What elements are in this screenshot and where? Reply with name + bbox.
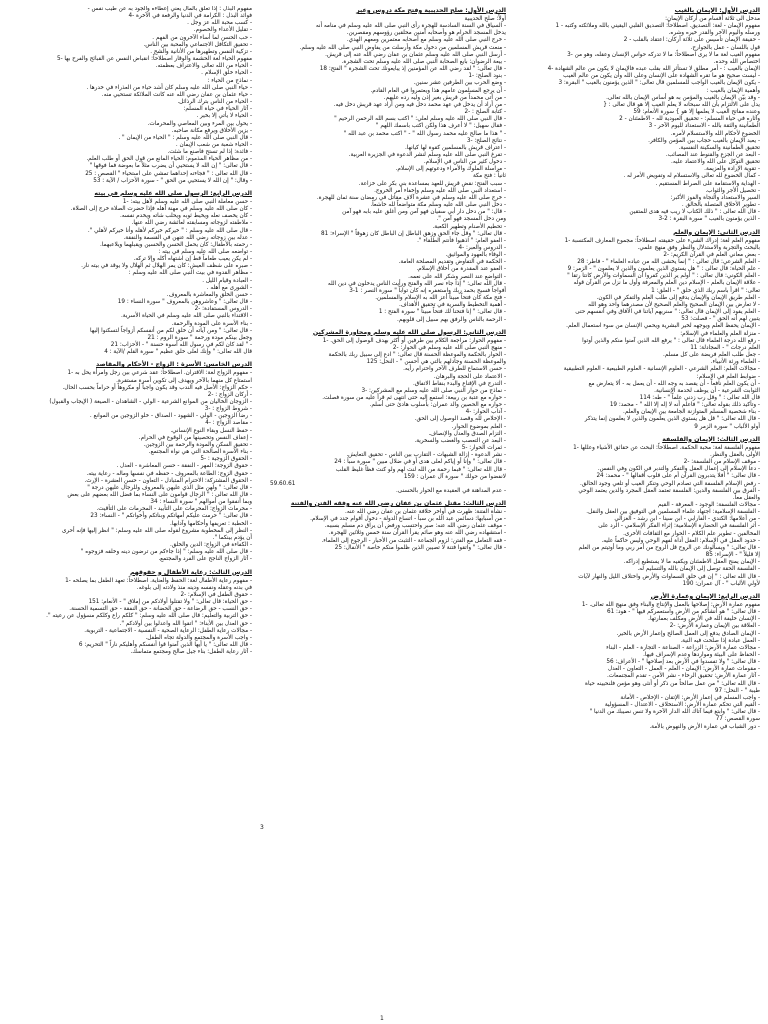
- text-line: - اعتراف قريش بالمسلمين كقوة لها كيانها.: [404, 144, 506, 151]
- text-line: - علاقة الإيمان بالعلم - الإسلام دين العلم والمعرفة وأول ما نزل من القرآن قوله: [573, 280, 760, 287]
- column-middle: [270, 6, 506, 1018]
- lesson-heading: الدرس الثالث: مقتل عثمان بن عفان رضي الله عنه وفقه الفتن والفتنة: [290, 500, 506, 507]
- text-line: - حق النسب - حق الرضاعة - حق الحضانة - حق النفقة - حق التسمية الحسنة.: [69, 606, 252, 613]
- text-line: مفهوم الفلسفة لغة: محبة الحكمة. اصطلاحاً: البحث عن حقائق الأشياء وعللها -1: [573, 444, 760, 451]
- text-line: - نماذج من حوار النبي صلى الله عليه وسلم مع المشركين: -3: [361, 387, 506, 394]
- text-line: بالبحث والتجربة والاستدلال والنظر وفق منهج علمي.: [637, 244, 760, 251]
- text-line: - آثار الحياء في حياة المسلم:: [183, 106, 252, 113]
- lesson-heading: الدرس الثاني: الرسول صلى الله عليه وسلم ومحاورة المشركين: [312, 328, 506, 336]
- text-line: - الإخلاص لله وقصد الوصول إلى الحق.: [414, 416, 506, 423]
- text-line: - الحكمة في التفاوض وتقديم المصلحة العامة.: [398, 259, 506, 266]
- text-line: - بعض معاني العلم في القرآن الكريم: -2: [663, 251, 760, 258]
- text-line: - رفض الإسلام الفلسفة التي تصادم الوحي وتنكر الغيب أو تلغي وجود الخالق.: [579, 480, 760, 487]
- text-line: - حياء النبي صلى الله عليه وسلم كان أشد حياء من العذراء في خدرها .: [86, 84, 252, 91]
- text-line: - أرسل النبي صلى الله عليه وسلم عثمان بن عفان رضي الله عنه إلى قريش.: [325, 51, 506, 58]
- text-line: - لم يكن يعيب طعاماً قط إن اشتهاه أكله وإلا تركه.: [133, 256, 252, 263]
- text-line: تعالى: " اقرأ باسم ربك الذي خلق " - العلق: 1: [651, 287, 760, 294]
- text-line: - حب الحسن لما أساء الآخرون من الفهم .: [152, 34, 252, 41]
- page-number-left: 3: [260, 824, 264, 831]
- text-line: - الكفاءة في الزواج: الدين والخلق.: [169, 542, 252, 549]
- text-line: - أهمية التخطيط والسرية في تحقيق الأهداف.: [398, 302, 506, 309]
- text-line: - أركان الزواج : -2: [207, 391, 252, 398]
- text-line: - الإيمان يحفظ العلم ويوجهه لخير البشرية ويحمي الإنسان من سوء استعمال العلم.: [566, 323, 760, 330]
- text-line: - فائدة: إذا لم تستح فاصنع ما شئت.: [167, 149, 252, 156]
- text-line: - البعد عن الجزع والقنوط عند المصائب.: [665, 151, 760, 158]
- text-line: - حسن الخلق والمعاشرة بالمعروف.: [166, 291, 252, 298]
- text-line: - قال: " من دخل دار أبي سفيان فهو آمن ومن أغلق عليه بابه فهو آمن: [342, 209, 506, 216]
- text-line: - قال تعالى: " أفلا يتدبرون القرآن أم على قلوب أقفالها " - محمد: 24: [596, 473, 760, 480]
- column-left: [16, 6, 252, 1018]
- text-line: - الزوجان الخاليان من الموانع الشرعية - الولي - الشاهدان - الصيغة ( الإيجاب والقبول): [49, 398, 252, 405]
- text-line: قول باللسان - عمل بالجوارح.: [690, 44, 760, 51]
- text-line: - تفرغ النبي صلى الله عليه وسلم لنشر الدعوة في الجزيرة العربية.: [348, 151, 506, 158]
- text-line: - العلاقة بين الإيمان وعمارة الأرض: -2: [669, 623, 760, 630]
- lesson-section: [16, 6, 252, 185]
- text-line: مدخل الى ثلاثة أقسام من أركان الإيمان:: [665, 16, 760, 22]
- text-line: - قال تعالى: " وابتغ فيما آتاك الله الدار الآخرة ولا تنس نصيبك من الدنيا ": [589, 709, 760, 716]
- text-line: الإيمان بالغيب : - أمر مطلق لا تستأثر الله بقلب عبده فالإيمان لا يكون من عالم الشهادة -4: [547, 66, 760, 73]
- text-line: الخضوع لأحكام الله والاستسلام لأمره.: [670, 130, 760, 137]
- text-line: - آداب الحوار: -4: [465, 409, 506, 416]
- text-line: - العلم الكوني: قال تعالى : " أولم ير الذين كفروا أن السماوات والأرض كانتا رتقا ": [567, 273, 760, 280]
- text-line: - تحقيق السكن والمودة والرحمة بين الزوجين.: [143, 441, 252, 448]
- text-line: - مجالات عمارة الأرض: الزراعة - الصناعة - التجارة - العلم - البناء: [606, 644, 760, 651]
- text-line: - إعفاف النفس وتحصينها من الوقوع في الحرام.: [138, 434, 252, 441]
- text-line: - الحقوق الزوجية : -5: [200, 456, 252, 463]
- text-line: - الدروس المستفادة: -2: [194, 306, 252, 313]
- text-line: والموعظة الحسنة وجادلهم بالتي هي أحسن " - النحل: 125: [366, 359, 506, 366]
- text-line: ومن دخل المسجد فهو آمن ".: [436, 216, 506, 223]
- text-line: - الحياء شعبة من شعب الإيمان .: [175, 141, 252, 148]
- text-line: - من مظاهر الحياء المذموم: الحياء المانع من قول الحق أو طلب العلم.: [86, 156, 252, 163]
- text-line: - قال الله تعالى : " ذلك الكتاب لا ريب فيه هدى للمتقين: [629, 209, 760, 216]
- text-line: - نشأة الفتنة: ظهرت في أواخر خلافة عثمان بن عفان رضي الله عنه.: [345, 509, 506, 515]
- text-line: - موقف عثمان رضي الله عنه: صبر واحتسب ورفض أن يراق دم مسلم بسببه.: [324, 523, 506, 530]
- text-line: - قال الله تعالى: " إذا جاء نصر الله والفتح ورأيت الناس يدخلون في دين الله: [327, 280, 506, 287]
- text-line: وأهمية الإيمان بالغيب :: [706, 87, 760, 94]
- text-line: - قال الله تعالى: " يا أيها الذين آمنوا قوا أنفسكم وأهليكم ناراً " التحريم: 6: [78, 641, 252, 648]
- text-line: - من أسبابها: دسائس عبد الله بن سبأ - اتساع الدولة - دخول أقوام جدد في الإسلام.: [310, 516, 506, 523]
- text-line: - السياق في السنة السادسة للهجرة رأى النبي صلى الله عليه وسلم في منامه أنه: [315, 23, 506, 30]
- text-line: - واجب الأسرة والمجتمع والدولة تجاه الطفل.: [145, 634, 252, 641]
- text-line: - كسب محبة الله عز وجل .: [187, 20, 252, 27]
- text-line: - استشهاده رضي الله عنه وهو صائم يقرأ القرآن سنة خمس وثلاثين للهجرة.: [328, 530, 506, 537]
- text-line: - مراسلة الملوك والأمراء ودعوتهم إلى الإسلام.: [395, 166, 506, 173]
- text-line: - وضع الحرب بين الطرفين عشر سنين.: [413, 80, 506, 87]
- text-line: - الوفاء بالعهود والمواثيق.: [445, 252, 506, 259]
- text-line: - مجالات الفلسفة: الوجود - المعرفة - القيم: [657, 502, 760, 508]
- text-line: أفواجاً فسبح بحمد ربك واستغفره إنه كان تواباً " سورة النصر : 1-3: [349, 287, 506, 294]
- text-line: - تحقيق التكافل الاجتماعي والمحبة بين الناس.: [143, 41, 252, 48]
- lesson-section: [16, 190, 252, 356]
- text-line: - قال تعالى: " وقل جاء الحق وزهق الباطل إن الباطل كان زهوقاً " الإسراء: 81: [321, 230, 506, 237]
- text-line: - منعت قريش المسلمين من دخول مكة وأرسلت من يفاوض النبي صلى الله عليه وسلم.: [299, 44, 506, 51]
- text-line: - العبادة وقيام الليل .: [202, 277, 252, 284]
- text-line: - علم الحياة: قال تعالى : " هل يستوي الذين يعلمون والذين لا يعلمون " - الزمر: 9: [567, 266, 760, 273]
- text-line: استمتاع كل منهما بالآخر ويهدف إلى تكوين أسرة مستقرة.: [116, 377, 252, 384]
- text-line: - ليست صحيح هو ما تقره الشهادة على الإنسان وعلى الله وأن يكون من عالم الغيب: [563, 73, 760, 80]
- text-line: - قال الله تعالى: " من عمل صالحاً من ذكر أو أنثى وهو مؤمن فلنحيينه حياة: [584, 680, 760, 687]
- text-line: - النظر إلى المخطوبة مشروع لقوله صلى الله عليه وسلم: " انظر إليها فإنه أحرى: [61, 527, 252, 534]
- text-line: مفهوم العلم لغة: إدراك الشيء على حقيقته اصطلاحاً: مجموع المعارف المكتسبة -1: [564, 237, 760, 244]
- text-line: - يعبد الإيمان بالغيب حجاب بين المؤمن والكافر.: [648, 137, 760, 144]
- text-line: - الخطبة : تعريفها وأحكامها وآدابها.: [169, 520, 252, 527]
- text-line: - قال النبي صلى الله عليه وسلم : " الحياء من الإيمان " .: [118, 134, 252, 141]
- text-line: - قال تعالى: " وعاشروهن بالمعروف " سورة النساء : 19: [117, 299, 252, 306]
- text-line: - قال تعالى: " لقد رضي الله عن المؤمنين إذ يبايعونك تحت الشجرة " الفتح: 18: [319, 66, 506, 73]
- text-line: - استعداد النبي صلى الله عليه وسلم وإخفاء أمر الخروج.: [374, 187, 506, 194]
- text-line: - قال تعالى: " ولهن مثل الذي عليهن بالمعروف وللرجال عليهن درجة ": [87, 484, 252, 491]
- text-line: - نشر الدعوة - إزالة الشبهات - التقارب بين الناس - تحقيق التعايش.: [346, 452, 506, 459]
- text-line: - حقوق الزوج: الطاعة بالمعروف - حفظه في نفسها وماله - رعاية بيته.: [86, 470, 252, 477]
- text-line: - حدود العقل في الإسلام: العقل أداة لفهم الوحي وليس حاكماً عليه.: [601, 537, 760, 544]
- text-line: - حسن معاملة النبي صلى الله عليه وسلم لأهل بيته: -1: [122, 198, 252, 205]
- text-line: - حواره مع عتبة بن ربيعة: استمع إليه حتى انتهى ثم قرأ عليه من سورة فصلت.: [322, 394, 506, 401]
- text-line: - " هذا ما صالح عليه محمد رسول الله " - " اكتب محمد بن عبد الله ": [343, 130, 506, 137]
- text-line: - من أتى محمداً من قريش بغير إذن وليه رده عليهم.: [383, 94, 506, 101]
- lesson-section: [524, 7, 760, 224]
- text-line: - حكم الزواج: الأصل فيه الندب وقد يكون واجباً أو مكروهاً أو حراماً بحسب الحال.: [62, 384, 252, 391]
- text-line: - حسن الاستماع للطرف الآخر واحترام رأيه.: [403, 366, 506, 373]
- text-line: يدل على الالتزام بأن الله سبحانه لا يعلم الغيب إلا هو قال تعالى : {: [603, 101, 760, 108]
- text-line: طيبة " - النحل: 97: [714, 687, 760, 694]
- text-line: - الإيمان يمنح العقل الاطمئنان ويكفيه ما لا يستطيع إدراكه.: [623, 559, 760, 566]
- text-line: - صبره على شظف العيش: كان يمر الهلال ثم الهلال ولا يوقد في بيته نار.: [81, 263, 252, 270]
- text-line: - نماذج من الحياء :: [207, 77, 252, 84]
- text-line: إلا قليلاً " - الإسراء: 85: [705, 552, 760, 559]
- lesson-heading: الدرس الثالث: الإيمان والفلسفة: [662, 435, 760, 443]
- text-line: - قال الله تعالى : " إن في خلق السماوات والأرض واختلاف الليل والنهار لآيات: [578, 573, 760, 580]
- text-line: - قال تعالى: " إن الله لا يستحيي أن يضرب مثلاً ما بعوضة فما فوقها ": [89, 163, 252, 170]
- text-line: - الإيمان الصادق يدفع إلى العمل الصالح وإعمار الأرض بالخير.: [616, 630, 760, 637]
- text-line: - الحقوق المشتركة: الاحترام المتبادل - التعاون - حسن العشرة - الإرث.: [84, 477, 252, 484]
- text-line: - رفع الله درجة العلماء قال تعالى : " يرفع الله الذين آمنوا منكم والذين أوتوا: [582, 337, 760, 344]
- text-line: مفهوم الإيمان - لغة: التصديق. اصطلاحاً: التصديق القلبي اليقيني بالله وملائكته وكتبه - 1: [555, 23, 760, 30]
- text-line: - قال الله تعالى : " الرجال قوامون على النساء بما فضل الله بعضهم على بعض: [67, 492, 252, 498]
- page-number-middle: 1: [380, 1015, 384, 1022]
- text-line: - مفهوم رعاية الأطفال لغة: الحفظ والعناية. اصطلاحاً: تعهد الطفل بما يصلحه -1: [65, 577, 252, 584]
- text-line: - الحياء خلق الإسلام .: [201, 70, 252, 77]
- text-line: - العلم الشرعي: قال تعالى : " إنما يخشى الله من عباده العلماء " - فاطر: 28: [577, 259, 760, 265]
- text-line: أولاً: صلح الحديبية: [464, 16, 506, 22]
- lesson-section: [524, 593, 760, 731]
- text-line: - العلماء ورثة الأنبياء.: [710, 359, 760, 366]
- text-line: - يزين الأخلاق ويرفع مكانة صاحبه.: [171, 127, 252, 134]
- text-line: - قال الله تعالى: " فبما رحمة من الله لنت لهم ولو كنت فظاً غليظ القلب: [335, 466, 506, 473]
- text-line: يتبين لهم أنه الحق " - فصلت: 53: [681, 316, 760, 323]
- text-line: - تحصيل الأجر والثواب.: [705, 187, 760, 194]
- text-line: - قال تعالى: " ومن آياته أن خلق لكم من أنفسكم أزواجاً لتسكنوا إليها: [89, 327, 252, 334]
- text-line: ثانياً : فتح مكة: [472, 173, 506, 180]
- text-line: - الدروس والعبر: -4: [458, 245, 506, 251]
- text-line: الأولى بالعقل والنظر.: [709, 451, 760, 458]
- text-line: - قال النبي صلى الله عليه وسلم لعلي: " اكتب بسم الله الرحمن الرحيم ": [334, 116, 506, 123]
- text-line: فوائد البذل : الكرامة في الدنيا والرفعة في الآخرة -4: [128, 13, 252, 20]
- lesson-heading: الدرس الأول: الإيمان بالغيب: [674, 7, 760, 14]
- text-line: - قال الله تعالى: " قل هل يستوي الذين يعلمون والذين لا يعلمون إنما يتذكر: [584, 416, 760, 423]
- text-line: - خرج النبي صلى الله عليه وسلم مع أصحابه معتمرين ومعهم الهدي.: [346, 37, 506, 44]
- text-line: وبما أنفقوا من أموالهم " سورة النساء : 34: [150, 499, 252, 506]
- text-line: - منهج النبي صلى الله عليه وسلم في الحوار: -2: [392, 344, 506, 351]
- text-line: - قال تعالى: " ولا تفسدوا في الأرض بعد إصلاحها " - الأعراف: 56: [606, 659, 760, 666]
- text-line: قال الله تعالى : " وقل رب زدني علماً " - طه: 114: [639, 394, 760, 401]
- text-line: - الحياء من الله تعالى والاعتراف بعظمته.: [155, 63, 252, 70]
- lesson-section: [524, 229, 760, 431]
- text-line: - قال تعالى: " واتقوا فتنة لا تصيبن الذين ظلموا منكم خاصة " الأنفال: 25: [334, 544, 506, 551]
- text-line: - فقال سهيل: " لا أعرف هذا ولكن اكتب باسمك اللهم ": [375, 123, 506, 130]
- text-line: - العمل عبادة إذا صلحت فيه النية.: [680, 637, 760, 644]
- text-line: اختصاص الله وحده.: [713, 58, 760, 65]
- text-line: - تطوير الأخلاق المتصلة بالخالق .: [681, 202, 760, 209]
- text-line: مفهوم الحياء لغة الحشمة والوقار اصطلاحاً: انقباض النفس عن القبائح والفرح بها -5: [56, 56, 252, 63]
- text-line: - الشورى مع أهله .: [206, 284, 252, 291]
- text-line: - ملاطفته لزوجاته ومسابقته لعائشة رضي الله عنها.: [131, 220, 252, 227]
- text-line: - كتابة الصلح : -2: [464, 109, 506, 116]
- text-line: - قال تعالى: " وإنا أو إياكم لعلى هدى أو في ضلال مبين " سورة سبأ : 24: [334, 459, 506, 466]
- text-line: - حقيقة الإيمان تأسيس على ثلاثة أركان: اعتقاد بالقلب - 2: [623, 37, 760, 44]
- text-line: - دور الشباب في عمارة الأرض والنهوض بالأمة.: [649, 723, 760, 730]
- text-line: - تواضعه صلى الله عليه وسلم في بيته :: [158, 249, 252, 255]
- text-line: - حقوق الزوجة: المهر - النفقة - حسن المعاشرة - العدل .: [116, 463, 252, 470]
- text-line: - لا تعارض بين الإيمان الصحيح والعلم الصحيح لأن مصدرهما واحد وهو الله: [588, 301, 760, 308]
- text-line: - رحمته بالأطفال: كان يحمل الحسن والحسين ويقبلهما ويلاعبهما.: [99, 241, 252, 248]
- text-line: السير والاستعداد والنجاة والفوز الأكبر:: [670, 194, 760, 201]
- text-line: المخالفين - تطوير علم الكلام - الحوار مع الثقافات الأخرى.: [623, 530, 760, 537]
- text-line: - مجالات العلم: العلم الشرعي - العلوم الإنسانية - العلوم الطبيعية - العلوم التطبيقية: [563, 366, 760, 373]
- text-line: - العلم بموضوع الحوار.: [451, 423, 506, 430]
- text-line: لانفضوا من حولك " سورة آل عمران : 159: [403, 473, 506, 480]
- text-line: - العفو عند المقدرة من أخلاق الإسلام.: [416, 266, 506, 273]
- text-line: - التواضع عند النصر وشكر الله على نعمه.: [408, 273, 506, 280]
- text-line: وعنده مفاتح الغيب لا يعلمها إلا هو } سورة الأنعام: 59: [633, 109, 760, 116]
- text-line: - الحوار بالحكمة والموعظة الحسنة قال تعالى: " ادع إلى سبيل ربك بالحكمة: [328, 352, 506, 359]
- text-line: - وقد بيّن الإيمان بالغيب والمؤمن به هو أساس الإيمان بالله تعالى.: [606, 94, 760, 101]
- text-line: - آثار الزواج الناجح على الفرد والمجتمع.: [158, 556, 252, 563]
- text-line: - الذين يؤمنون بالغيب " سورة البقرة : 2-3: [658, 216, 760, 223]
- text-line: - قال تعالى: " حرمت عليكم أمهاتكم وبناتكم وأخواتكم " - النساء: 23: [90, 513, 252, 520]
- text-line: - جعل طلب العلم فريضة على كل مسلم.: [662, 352, 760, 359]
- text-line: سورة القصص: 77: [715, 716, 760, 723]
- column-right: [524, 6, 760, 1018]
- text-line: - رضا الزوجين - الولي - الشهود - الصداق - خلو الزوجين من الموانع .: [89, 413, 252, 420]
- text-line: - قال تعالى: " ويسألونك عن الروح قل الروح من أمر ربي وما أوتيتم من العلم: [578, 544, 760, 551]
- text-line: وآثاره في حياة المسلم: - تحقيق العبودية لله - الاطمئنان - 2: [619, 116, 760, 123]
- text-line: - حق الحياة: قال تعالى: " ولا تقتلوا أولادكم من إملاق " - الأنعام: 151: [88, 599, 252, 606]
- text-line: - دخل النبي صلى الله عليه وسلم مكة متواضعاً لله خاشعاً.: [370, 202, 506, 209]
- text-line: العلم درجات " - المجادلة: 11: [690, 344, 760, 351]
- text-line: - البعد عن التعصب والغضب والسخرية.: [414, 437, 506, 444]
- text-line: - الهداية والاستقامة على الصراط المستقيم .: [655, 180, 760, 187]
- text-line: - الحفاظ على البيئة ومواردها وعدم الإسراف فيها.: [643, 651, 760, 658]
- text-line: - حواره مع الحصين والد عمران: بأسلوب هادئ حتى أسلم.: [369, 402, 506, 409]
- text-line: - عدله بين زوجاته رضي الله عنهن في القسمة والنفقة.: [123, 234, 252, 241]
- text-line: - قال الله تعالى : " فجاءته إحداهما تمشي على استحياء " القصص : 25: [85, 170, 252, 177]
- text-line: - وتأكيد ذلك بقوله تعالى: " فاعلم أنه لا إله إلا الله " - محمد: 19: [609, 402, 760, 409]
- text-line: - نتائج الصلح: -3: [466, 137, 506, 144]
- text-line: - عدم المداهنة في العقيدة مع الحوار بالحسنى.: [396, 487, 506, 494]
- text-line: - محرمات الزواج: المحرمات على التأبيد - المحرمات على التأقيت.: [96, 506, 252, 513]
- lesson-heading: الدرس الرابع: الرسول صلى الله عليه وسلم في بيته: [94, 189, 252, 197]
- text-line: - قال صلى الله عليه وسلم : " خيركم خيركم لأهله وأنا خيركم لأهلي ".: [87, 227, 252, 234]
- text-line: - ثمرات الحوار: -5: [461, 445, 506, 452]
- text-line: مفهوم البذل : إذا تعلق بالمال يعني إعطاءه والجود به عن طيب نفس -: [87, 6, 252, 12]
- lesson-section: [524, 436, 760, 588]
- text-line: - دعا الإسلام إلى إعمال العقل والتفكر والتدبر في الكون وفي النفس.: [597, 466, 760, 473]
- lesson-heading: الدرس الثالث: رعاية الأطفال و حقوقهم: [129, 568, 252, 576]
- text-line: - قال تعالى: " إنا فتحنا لك فتحاً مبيناً " سورة الفتح : 1: [378, 309, 506, 316]
- text-line: - مفهوم الزواج لغة: الاقتران. اصطلاحاً: عقد شرعي بين رجل وامرأة يحل به -1: [67, 370, 252, 377]
- text-line: - سبب الفتح: نقض قريش للعهد بمساعدة بني بكر على خزاعة.: [358, 180, 506, 187]
- text-line: - العلم طريق الإيمان والإيمان يدفع إلى طلب العلم والتفكر في الكون.: [596, 294, 760, 301]
- text-line: - تقليل الأعداء والخصوم.: [193, 27, 252, 34]
- lesson-heading: الدرس الرابع: الإيمان وعمارة الأرض: [650, 592, 760, 600]
- lesson-heading: الدرس الخامس: الأسرة : الزواج - الأحكام والمقاصد: [96, 361, 252, 369]
- text-line: - آثار رعاية الطفل: بناء جيل صالح ومجتمع متماسك.: [130, 649, 252, 656]
- text-line: - مجالات رعاية الطفل: الرعاية الصحية - النفسية - الاجتماعية - التربوية.: [84, 627, 252, 634]
- text-line: - الاعتماد على الحجة والبرهان.: [433, 373, 506, 380]
- text-line: - وقال: " إن الله لا يستحيي من الحق " - سورة الأحزاب / الآية : 53: [93, 177, 252, 184]
- text-line: - موقف الإسلام من الفلسفة: -2: [683, 459, 760, 466]
- text-line: - فتح مكة كان فتحاً مبيناً أعز الله به الإسلام والمسلمين.: [375, 295, 506, 302]
- text-line: - منزلة العلم والعلماء في الإسلام:: [680, 330, 760, 337]
- text-line: - بناء الأسرة على المودة والرحمة.: [171, 320, 252, 327]
- text-line: - من أعلامها: الكندي - الفارابي - ابن سينا - ابن رشد - الغزالي: [614, 516, 760, 523]
- text-line: - مقومات عمارة الأرض: الإيمان - العلم - العمل - التعاون - العدل: [607, 666, 760, 673]
- lesson-section: [270, 500, 506, 552]
- text-line: يدخل المسجد الحرام هو وأصحابه آمنين محلقين رؤوسهم ومقصرين.: [346, 30, 506, 37]
- text-line: - الفرق بين الفلسفة والدين: الفلسفة تعتمد العقل المجرد والدين يعتمد الوحي: [578, 487, 760, 494]
- text-line: ورسله واليوم الآخر والقدر خيره وشره.: [668, 30, 760, 37]
- text-line: - الفلسفة الحقة توصل إلى الإيمان بالله والتسليم له.: [637, 566, 760, 573]
- text-line: - مفهوم الحوار: مراجعة الكلام بين طرفين أو أكثر بهدف الوصول إلى الحق. -1: [322, 337, 506, 344]
- lesson-section: [16, 361, 252, 563]
- text-line: - دخول كثير من الناس في الإسلام.: [423, 159, 506, 166]
- text-line: - قال تعالى: " هو أنشأكم من الأرض واستعمركم فيها " - هود: 61: [607, 609, 760, 616]
- lesson-heading: الدرس الأول: صلح الحديبية وفتح مكة دروس وعبر: [356, 7, 506, 14]
- text-line: - الرحمة بالناس والرفق بهم سبيل إلى قلوبهم.: [397, 316, 506, 323]
- text-line: - " لقد كان لكم في رسول الله أسوة حسنة " - الأحزاب: 21: [110, 342, 252, 349]
- text-line: - الفلسفة الإسلامية: اجتهاد علماء المسلمين في التوفيق بين العقل والنقل.: [586, 509, 760, 516]
- text-line: - فقه التعامل مع الفتن: لزوم الجماعة - التثبت من الأخبار - الرجوع إلى العلماء.: [321, 537, 506, 544]
- text-line: مفهوم عمارة الأرض: إصلاحها بالعمل والإنتاج والبناء وفق منهج الله تعالى. -1: [581, 601, 760, 608]
- lesson-section: [270, 329, 506, 495]
- text-line: وجعل بينكم مودة ورحمة " سورة الروم : 21: [147, 334, 252, 341]
- text-line: - الاقتداء بالنبي صلى الله عليه وسلم في الحياة الأسرية.: [120, 313, 252, 320]
- text-line: الطمأنينة والثقة بالله - الاستعداد لليوم الآخر - 3: [648, 123, 760, 130]
- text-line: - مظاهر القدوة في بيت النبي صلى الله عليه وسلم :: [128, 270, 252, 277]
- text-line: - تقوية الإرادة والعزيمة.: [704, 166, 760, 173]
- text-line: - أن يكون العلم نافعاً - أن يقصد به وجه الله - أن يعمل به - ألا يتعارض مع: [588, 380, 760, 387]
- lesson-section: [270, 7, 506, 324]
- text-line: - آثار عمارة الأرض: تحقيق الرخاء - نشر الأمن - تقدم المجتمعات.: [606, 673, 760, 680]
- text-line: - كان يخصف نعله ويخيط ثوبه ويحلب شاته ويخدم نفسه.: [119, 213, 252, 220]
- text-line: أن يؤدم بينكما ".: [212, 534, 252, 541]
- text-line: - القيم التي تحكم عمارة الأرض: الاستخلاف - الاعتدال - المسؤولية: [604, 702, 760, 709]
- text-line: - الإنسان خليفة الله في الأرض ومكلف بعمارتها.: [648, 616, 760, 623]
- text-line: - يكون الإيمان بالغيب الواجب للمسلمين قال تعالى: " الذين يؤمنون بالغيب " البقرة: 3: [558, 80, 760, 87]
- text-line: - يحول بين المرء وبين المعاصي والمحرمات.: [147, 120, 252, 127]
- text-line: - كمال الخضوع لله تعالى والاستسلام له وتفويض الأمر له .: [623, 173, 760, 180]
- text-line: - الحياء لا يأتي إلا بخير .: [196, 113, 252, 120]
- lesson-heading: الدرس الثاني: الإيمان والعلم: [673, 228, 760, 236]
- text-line: - شروط الزواج : -3: [204, 406, 252, 413]
- text-line: - الحياء من الناس بترك الرذائل.: [177, 99, 252, 106]
- text-line: - بيعة الرضوان: بايع الصحابة النبي صلى الله عليه وسلم تحت الشجرة.: [341, 58, 506, 65]
- text-line: - تحطيم الأصنام وتطهير الكعبة.: [432, 223, 506, 230]
- text-line: 59.60.61: [270, 480, 296, 487]
- text-line: والعقل معاً.: [732, 494, 760, 501]
- text-line: - العفو العام: " اذهبوا فأنتم الطلقاء ".: [417, 237, 506, 244]
- text-line: - قال صلى الله عليه وسلم: " إذا جاءكم من ترضون دينه وخلقه فزوجوه ": [80, 549, 252, 556]
- text-line: - من أراد أن يدخل في عهد محمد دخل فيه ومن أراد عهد قريش دخل فيه.: [333, 101, 506, 108]
- text-line: قال الله تعالى: " وإنك لعلى خلق عظيم " سورة القلم /الآية : 4: [104, 349, 252, 356]
- text-line: - أن يرجع المسلمون عامهم هذا ويعتمروا في العام القادم.: [370, 87, 506, 94]
- text-line: مفهوم الغيب لغة ما لا يرى اصطلاحاً: ما لا تدركه حواس الإنسان وعقله، وهو من -3: [567, 51, 760, 58]
- text-line: - حق العدل بين الأبناء: " اتقوا الله واعدلوا بين أولادكم ".: [119, 620, 252, 627]
- text-line: لأولي الألباب " - آل عمران: 190: [682, 580, 760, 587]
- text-line: تحقيق التوكل على الله والاعتماد عليه.: [671, 159, 760, 166]
- text-line: - تزكية النفس وتطهيرها من الأنانية والشح .: [150, 48, 252, 55]
- text-line: - بنود الصلح: -1: [468, 73, 506, 80]
- text-line: - بناء الأسرة الصالحة التي هي نواة المجتمع.: [148, 449, 252, 456]
- text-line: في بدنه وعقله ونفسه ودينه منذ ولادته إلى بلوغه.: [136, 584, 252, 591]
- text-line: - أثر الفلسفة في الحضارة الإسلامية: إثراء الفكر الإسلامي - الرد على: [598, 523, 760, 530]
- text-line: - العلم يقود إلى الإيمان قال تعالى: " سنريهم آياتنا في الآفاق وفي أنفسهم حتى: [575, 309, 760, 316]
- text-line: - حياء عثمان بن عفان رضي الله عنه كانت الملائكة تستحيي منه.: [101, 91, 252, 98]
- text-line: - حفظ النسل وبقاء النوع الإنساني.: [170, 427, 252, 434]
- text-line: - مقاصد الزواج : -4: [205, 420, 252, 427]
- text-line: أولو الألباب " سورة الزمر 9: [694, 423, 760, 430]
- text-line: الثوابت الشرعية - أن يوظف لخدمة الإنسانية.: [654, 387, 760, 394]
- lesson-section: [16, 569, 252, 657]
- text-line: - حق التربية والتعليم: قال صلى الله عليه وسلم: " كلكم راع وكلكم مسؤول عن رعيته ".: [46, 613, 252, 620]
- text-line: - واجب المسلم في إعمار الأرض: الإتقان - الإخلاص - الأمانة: [620, 694, 760, 701]
- text-line: - بناء شخصية المسلم المتوازنة الجامعة بين الإيمان والعلم.: [623, 409, 760, 416]
- text-line: تحقيق الطمأنينة والسكينة النفسية.: [678, 144, 760, 151]
- text-line: - كان صلى الله عليه وسلم في مهنة أهله فإذا حضرت الصلاة خرج إلى الصلاة.: [70, 206, 252, 213]
- text-line: - التزام الصدق والعدل والإنصاف.: [428, 430, 506, 437]
- text-line: - ضوابط العلم في الإسلام:: [696, 373, 760, 380]
- text-line: - التدرج في الإقناع والبدء بنقاط الاتفاق.: [412, 380, 506, 387]
- text-line: - خرج صلى الله عليه وسلم في عشرة آلاف مقاتل في رمضان سنة ثمان للهجرة.: [316, 194, 506, 201]
- text-line: - حقوق الطفل في الإسلام: -2: [180, 591, 252, 598]
